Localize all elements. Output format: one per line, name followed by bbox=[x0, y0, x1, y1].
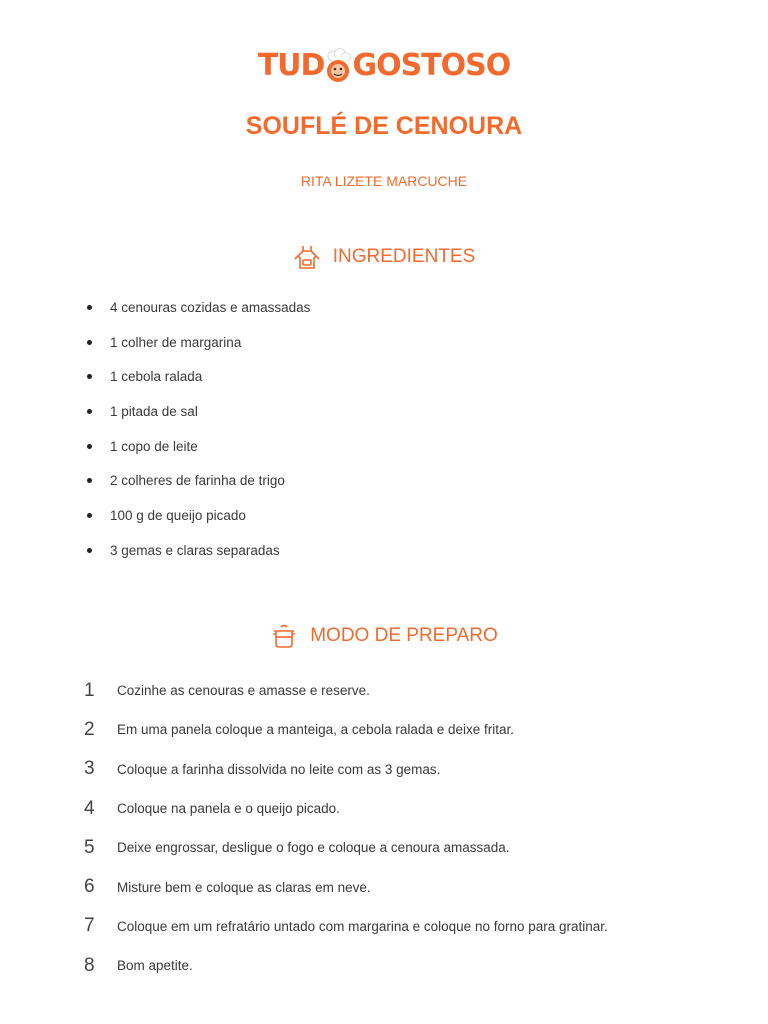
logo-text-right: GOSTOSO bbox=[352, 48, 511, 83]
list-item bbox=[78, 429, 310, 464]
bullet-icon bbox=[87, 444, 92, 449]
step-text: Deixe engrossar, desligue o fogo e coloque a cenoura amassada. bbox=[117, 840, 510, 856]
ingredient-text: 1 pitada de sal bbox=[110, 403, 198, 419]
recipe-title: SOUFLÉ DE CENOURA bbox=[245, 112, 523, 140]
ingredient-text: 4 cenouras cozidas e amassadas bbox=[110, 299, 311, 315]
step-number: 8 bbox=[84, 954, 95, 976]
step-number: 6 bbox=[84, 876, 95, 898]
bullet-icon bbox=[87, 548, 92, 553]
logo-text-left: TUD bbox=[257, 48, 325, 83]
step-number: 7 bbox=[84, 915, 95, 937]
list-item bbox=[78, 463, 310, 498]
list-item bbox=[78, 325, 310, 360]
chef-mascot-icon bbox=[323, 48, 353, 84]
list-item bbox=[78, 828, 608, 867]
bullet-icon bbox=[87, 513, 92, 518]
list-item bbox=[78, 533, 310, 568]
list-item bbox=[78, 498, 310, 533]
list-item bbox=[78, 394, 310, 429]
steps-list bbox=[78, 671, 608, 985]
list-item bbox=[78, 359, 310, 394]
preparation-heading-label: MODO DE PREPARO bbox=[310, 625, 498, 646]
step-text: Coloque na panela e o queijo picado. bbox=[117, 801, 340, 817]
cooking-pot-icon bbox=[270, 622, 298, 650]
step-text: Misture bem e coloque as claras em neve. bbox=[117, 879, 371, 895]
ingredients-list bbox=[78, 290, 310, 568]
list-item bbox=[78, 710, 608, 749]
step-number: 1 bbox=[84, 679, 95, 701]
list-item bbox=[78, 946, 608, 985]
step-text: Coloque a farinha dissolvida no leite com as 3 gemas. bbox=[117, 761, 441, 777]
step-number: 3 bbox=[84, 758, 95, 780]
ingredients-heading bbox=[0, 243, 768, 271]
bullet-icon bbox=[87, 374, 92, 379]
list-item bbox=[78, 750, 608, 789]
bullet-icon bbox=[87, 478, 92, 483]
bullet-icon bbox=[87, 409, 92, 414]
apron-icon bbox=[293, 243, 321, 271]
step-text: Cozinhe as cenouras e amasse e reserve. bbox=[117, 683, 370, 699]
ingredient-text: 2 colheres de farinha de trigo bbox=[110, 473, 285, 489]
step-number: 4 bbox=[84, 797, 95, 819]
preparation-heading bbox=[0, 622, 768, 650]
ingredients-heading-label: INGREDIENTES bbox=[332, 246, 476, 267]
step-text: Em uma panela coloque a manteiga, a cebola ralada e deixe fritar. bbox=[117, 722, 514, 738]
step-text: Coloque em um refratário untado com margarina e coloque no forno para gratinar. bbox=[117, 918, 608, 934]
ingredient-text: 100 g de queijo picado bbox=[110, 507, 246, 523]
ingredient-text: 3 gemas e claras separadas bbox=[110, 542, 280, 558]
list-item bbox=[78, 290, 310, 325]
brand-logo bbox=[0, 46, 768, 86]
bullet-icon bbox=[87, 305, 92, 310]
list-item bbox=[78, 671, 608, 710]
ingredient-text: 1 cebola ralada bbox=[110, 369, 203, 385]
bullet-icon bbox=[87, 340, 92, 345]
ingredient-text: 1 copo de leite bbox=[110, 438, 198, 454]
ingredient-text: 1 colher de margarina bbox=[110, 334, 242, 350]
list-item bbox=[78, 867, 608, 906]
step-number: 2 bbox=[84, 718, 95, 740]
list-item bbox=[78, 907, 608, 946]
list-item bbox=[78, 789, 608, 828]
recipe-author: RITA LIZETE MARCUCHE bbox=[300, 173, 468, 189]
step-text: Bom apetite. bbox=[117, 958, 193, 974]
step-number: 5 bbox=[84, 836, 95, 858]
